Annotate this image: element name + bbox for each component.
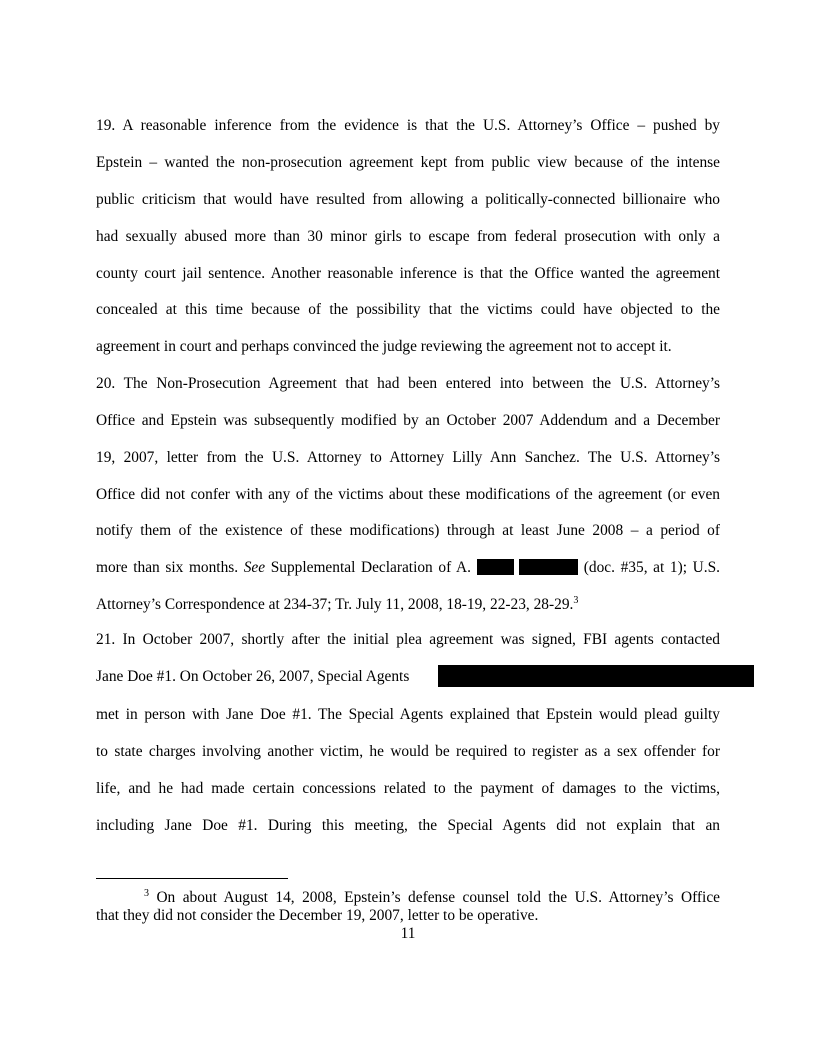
p20-line-6-text-c: (doc. #35, at 1); U.S. bbox=[578, 559, 720, 576]
page-number: 11 bbox=[400, 925, 416, 942]
see-signal: See bbox=[243, 559, 266, 576]
p20-line-6-text-b: Supplemental Declaration of A. bbox=[265, 559, 477, 576]
p19-line-1: 19. A reasonable inference from the evidence is that the U.S. Attorney’s Office – pushed by bbox=[96, 117, 720, 134]
redaction-block bbox=[438, 665, 754, 687]
p20-line-7 bbox=[96, 596, 720, 614]
p21-line-1: 21. In October 2007, shortly after the initial plea agreement was signed, FBI agents contacted bbox=[96, 631, 720, 648]
p20-line-2: Office and Epstein was subsequently modified by an October 2007 Addendum and a December bbox=[96, 412, 720, 429]
p19-line-5: county court jail sentence. Another reasonable inference is that the Office wanted the agreement bbox=[96, 265, 720, 282]
p20-line-6 bbox=[96, 559, 720, 577]
p21-line-6: including Jane Doe #1. During this meeting, the Special Agents did not explain that an bbox=[96, 817, 720, 834]
p21-line-5: life, and he had made certain concessions related to the payment of damages to the victims, bbox=[96, 780, 720, 797]
footnote-ref-3[interactable]: 3 bbox=[573, 595, 579, 606]
p20-line-5: notify them of the existence of these modifications) through at least June 2008 – a period of bbox=[96, 522, 720, 539]
footnote-divider bbox=[96, 878, 288, 879]
redaction-block bbox=[519, 559, 578, 575]
footnote-line-1 bbox=[144, 889, 720, 907]
p21-line-3: met in person with Jane Doe #1. The Special Agents explained that Epstein would plead guilty bbox=[96, 706, 720, 723]
p21-line-2-text: Jane Doe #1. On October 26, 2007, Special Agents bbox=[96, 668, 410, 685]
p19-line-2: Epstein – wanted the non-prosecution agreement kept from public view because of the intense bbox=[96, 154, 720, 171]
p20-line-4: Office did not confer with any of the victims about these modifications of the agreement (or even bbox=[96, 486, 720, 503]
p20-line-3: 19, 2007, letter from the U.S. Attorney to Attorney Lilly Ann Sanchez. The U.S. Attorney’s bbox=[96, 449, 720, 466]
p21-line-4: to state charges involving another victim, he would be required to register as a sex offender for bbox=[96, 743, 720, 760]
p19-line-7: agreement in court and perhaps convinced the judge reviewing the agreement not to accept it. bbox=[96, 338, 672, 355]
footnote-text-1: On about August 14, 2008, Epstein’s defense counsel told the U.S. Attorney’s Office bbox=[149, 889, 720, 906]
p20-line-6-text-a: more than six months. bbox=[96, 559, 244, 576]
p20-line-7-text: Attorney’s Correspondence at 234-37; Tr. July 11, 2008, 18-19, 22-23, 28-29. bbox=[96, 596, 574, 613]
footnote-line-2: that they did not consider the December 19, 2007, letter to be operative. bbox=[96, 907, 539, 924]
redaction-block bbox=[477, 559, 514, 575]
p20-line-1: 20. The Non-Prosecution Agreement that had been entered into between the U.S. Attorney’s bbox=[96, 375, 720, 392]
p19-line-6: concealed at this time because of the possibility that the victims could have objected to the bbox=[96, 301, 720, 318]
p19-line-3: public criticism that would have resulted from allowing a politically-connected billionaire who bbox=[96, 191, 720, 208]
footnote-marker: 3 bbox=[144, 888, 149, 899]
p19-line-4: had sexually abused more than 30 minor girls to escape from federal prosecution with only a bbox=[96, 228, 720, 245]
